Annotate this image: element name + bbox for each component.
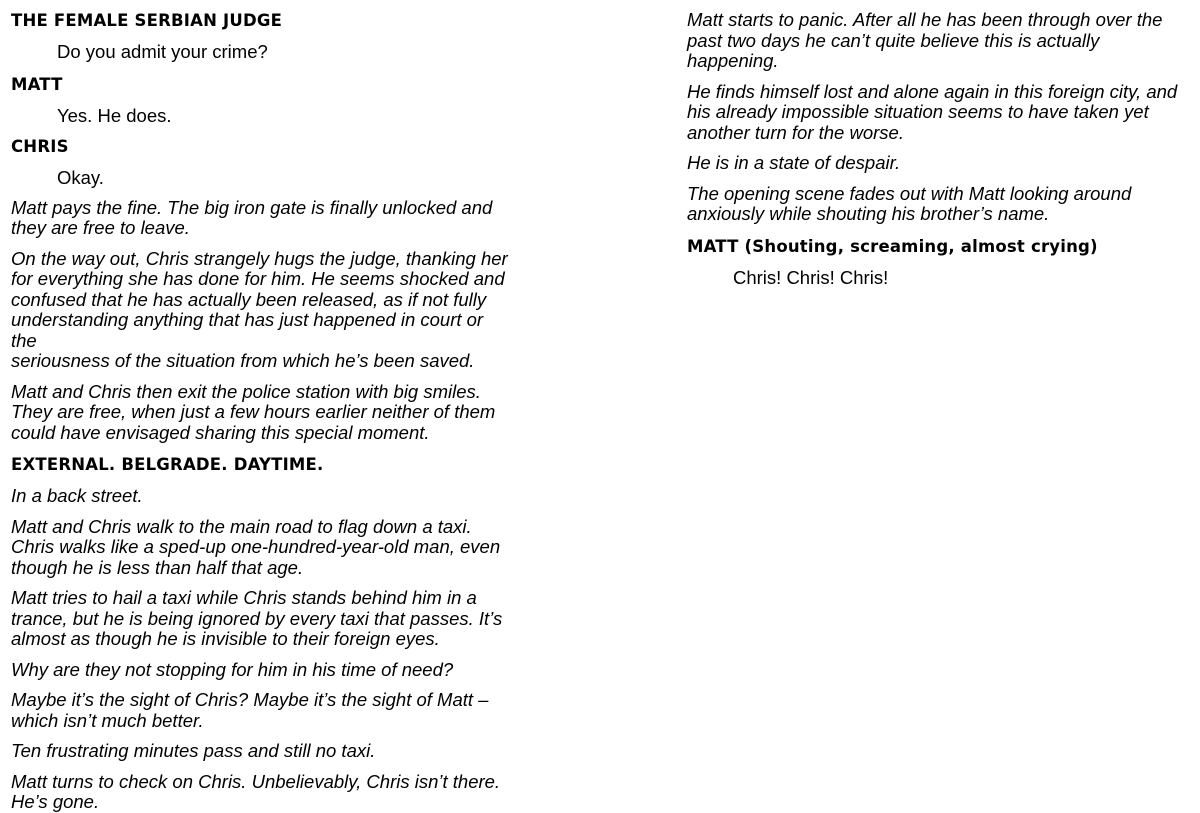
action-paragraph [11,772,511,813]
action-line: He is in a state of despair. [687,152,901,173]
action-paragraph [11,660,511,681]
action-line: trance, but he is being ignored by every taxi that passes. It’s [11,607,503,629]
dialogue-line: Chris! Chris! Chris! [733,266,889,288]
action-line: Maybe it’s the sight of Chris? Maybe it’s the sight of Matt – [11,689,489,710]
action-line: He finds himself lost and alone again in this foreign city, and [687,80,1178,102]
action-line: anxiously while shouting his brother’s name. [687,203,1050,224]
action-line: past two days he can’t quite believe this is actually [687,29,1100,51]
action-line: almost as though he is invisible to their foreign eyes. [11,628,440,649]
action-line: understanding anything that has just happened in court or the [11,309,484,351]
action-line: confused that he has actually been released, as if not fully [11,288,487,310]
action-line: another turn for the worse. [687,121,904,143]
scene-heading: EXTERNAL. BELGRADE. DAYTIME. [11,455,324,474]
character-cue: MATT [11,74,63,94]
action-line: which isn’t much better. [11,709,204,731]
action-line: for everything she has done for him. He seems shocked and [11,268,505,289]
character-cue: MATT (Shouting, screaming, almost crying) [687,236,1098,256]
action-paragraph [687,82,1187,144]
action-line: seriousness of the situation from which he’s been saved. [11,350,475,371]
action-line: Matt and Chris then exit the police station with big smiles. [11,380,481,402]
action-paragraph [11,382,511,444]
action-line: his already impossible situation seems to have taken yet [687,101,1149,122]
action-line: could have envisaged sharing this special moment. [11,421,430,443]
right-column [687,0,1187,288]
character-cue: CHRIS [11,137,69,156]
left-column [11,0,511,813]
action-line: Matt and Chris walk to the main road to flag down a taxi. [11,515,472,537]
action-line: happening. [687,50,779,71]
action-line: Matt starts to panic. After all he has been through over the [687,9,1163,30]
action-line: Matt tries to hail a taxi while Chris stands behind him in a [11,587,477,608]
action-paragraph [11,198,511,239]
action-paragraph [687,153,1187,174]
action-line: Ten frustrating minutes pass and still no taxi. [11,740,376,761]
character-cue: THE FEMALE SERBIAN JUDGE [11,11,283,30]
action-line: On the way out, Chris strangely hugs the judge, thanking her [11,247,508,269]
action-line: though he is less than half that age. [11,556,304,578]
dialogue-line: Okay. [57,167,104,188]
action-paragraph [11,741,511,762]
action-paragraph [687,10,1187,72]
action-paragraph [11,249,511,372]
action-line: Chris walks like a sped-up one-hundred-year-old man, even [11,536,501,557]
dialogue-line: Yes. He does. [57,104,172,126]
action-paragraph [11,517,511,579]
action-line: They are free, when just a few hours earlier neither of them [11,401,496,422]
action-line: The opening scene fades out with Matt looking around [687,182,1132,204]
action-line: Why are they not stopping for him in his time of need? [11,658,454,680]
action-line: Matt pays the fine. The big iron gate is finally unlocked and [11,196,493,218]
action-paragraph [687,184,1187,225]
action-line: Matt turns to check on Chris. Unbelievably, Chris isn’t there. [11,770,501,792]
action-line: they are free to leave. [11,217,190,238]
action-paragraph [11,486,511,507]
action-paragraph [11,690,511,731]
action-line: In a back street. [11,485,143,506]
action-paragraph [11,588,511,650]
dialogue-line: Do you admit your crime? [57,41,268,62]
action-line: He’s gone. [11,791,100,812]
